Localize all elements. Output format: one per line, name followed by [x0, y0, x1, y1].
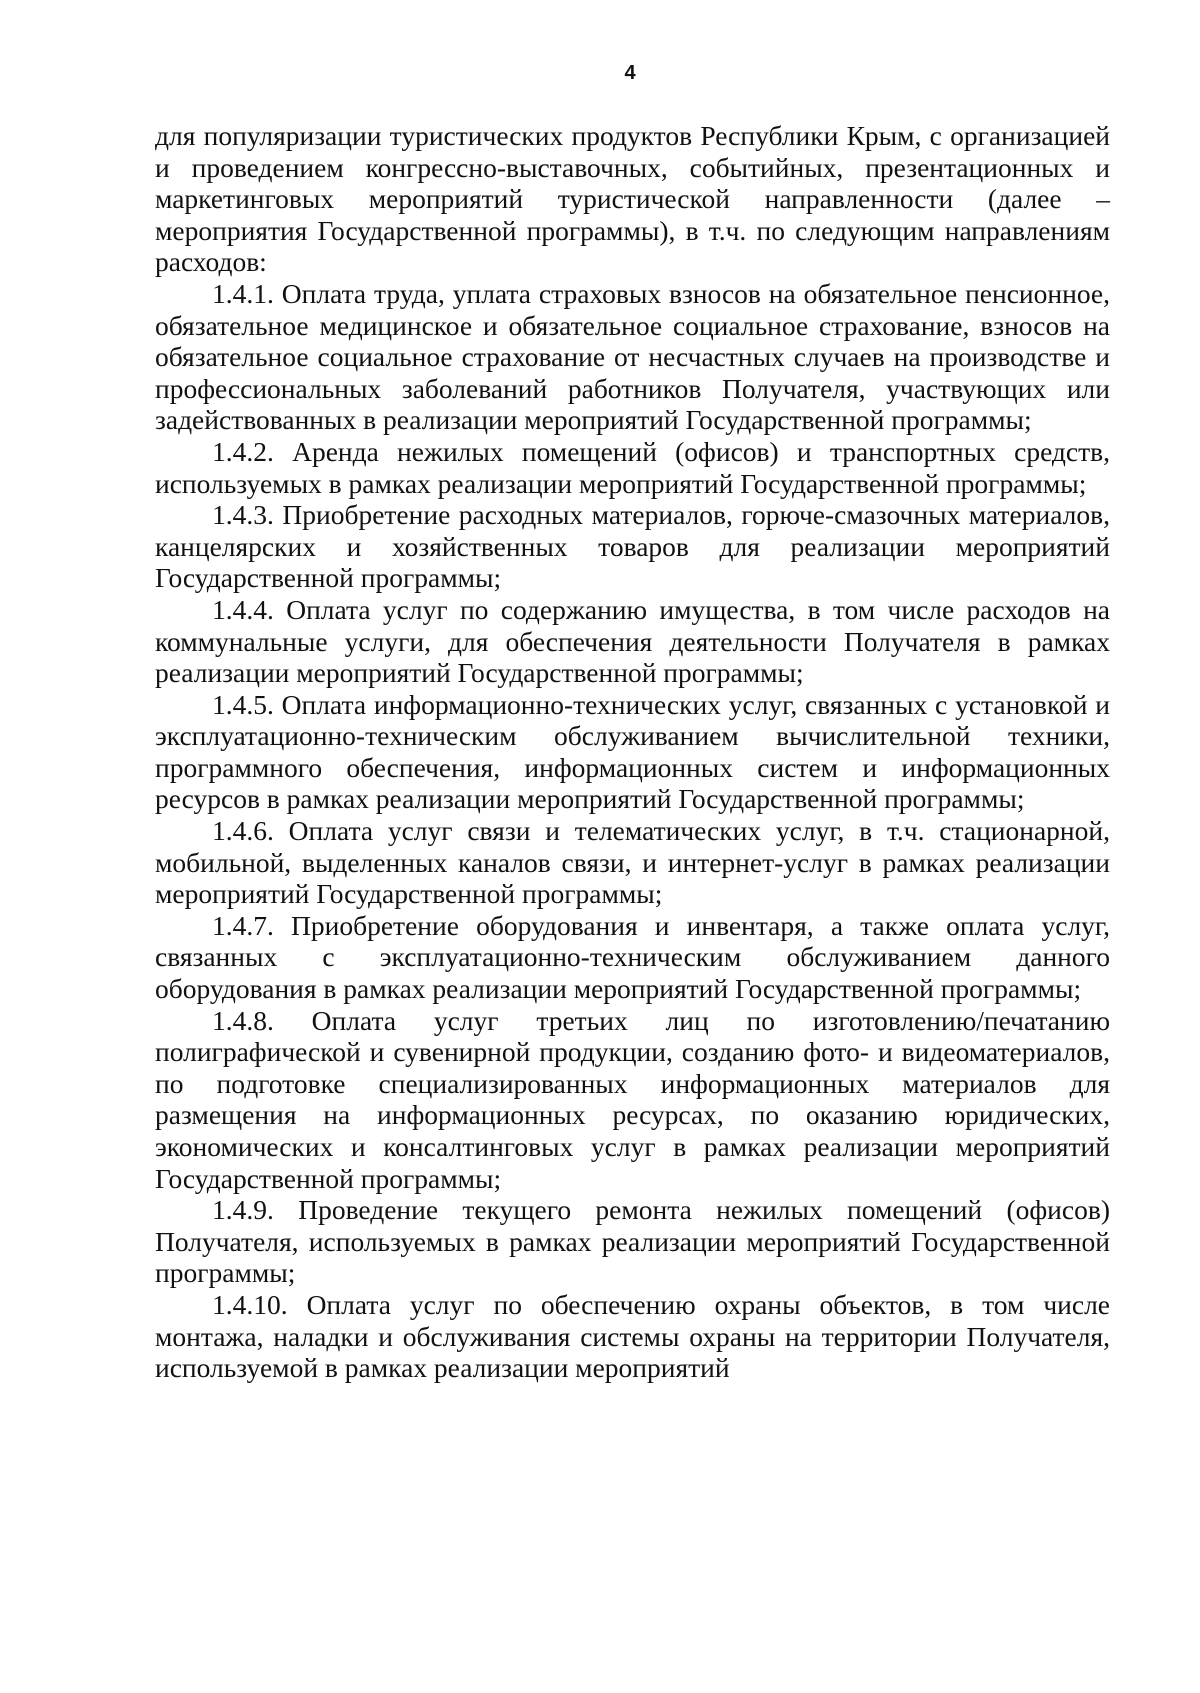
paragraph-1-4-3: 1.4.3. Приобретение расходных материалов, горюче-смазочных материалов, канцелярских и хозяйственных товаров для реализации мероприятий Государственной программы; [155, 499, 1110, 594]
page-number: 4 [624, 62, 636, 84]
paragraph-1-4-1: 1.4.1. Оплата труда, уплата страховых взносов на обязательное пенсионное, обязательное медицинское и обязательное социальное страхование, взносов на обязательное социальное страхование от несчастных случаев на производстве и профессиональных заболеваний работников Получателя, участвующих или задействованных в реализации мероприятий Государственной программы; [155, 277, 1110, 436]
paragraph-1-4-10: 1.4.10. Оплата услуг по обеспечению охраны объектов, в том числе монтажа, наладки и обслуживания системы охраны на территории Получателя, используемой в рамках реализации мероприятий [155, 1288, 1110, 1384]
paragraph-1-4-8: 1.4.8. Оплата услуг третьих лиц по изготовлению/печатанию полиграфической и сувенирной продукции, созданию фото- и видеоматериалов, по подготовке специализированных информационных материалов для размещения на информационных ресурсах, по оказанию юридических, экономических и консалтинговых услуг в рамках реализации мероприятий Государственной программы; [155, 1004, 1110, 1194]
paragraph-1-4-2: 1.4.2. Аренда нежилых помещений (офисов) и транспортных средств, используемых в рамках реализации мероприятий Государственной программы; [155, 435, 1110, 499]
paragraph-intro-continuation: для популяризации туристических продуктов Республики Крым, с организацией и проведением конгрессно-выставочных, событийных, презентационных и маркетинговых мероприятий туристической направленности (далее – мероприятия Государственной программы), в т.ч. по следующим направлениям расходов: [155, 120, 1110, 278]
paragraph-1-4-6: 1.4.6. Оплата услуг связи и телематических услуг, в т.ч. стационарной, мобильной, выделенных каналов связи, и интернет-услуг в рамках реализации мероприятий Государственной программы; [155, 815, 1110, 910]
document-body [155, 120, 1110, 1384]
paragraph-1-4-9: 1.4.9. Проведение текущего ремонта нежилых помещений (офисов) Получателя, используемых в рамках реализации мероприятий Государственной программы; [155, 1194, 1110, 1289]
paragraph-1-4-7: 1.4.7. Приобретение оборудования и инвентаря, а также оплата услуг, связанных с эксплуатационно-техническим обслуживанием данного оборудования в рамках реализации мероприятий Государственной программы; [155, 909, 1110, 1005]
paragraph-1-4-5: 1.4.5. Оплата информационно-технических услуг, связанных с установкой и эксплуатационно-техническим обслуживанием вычислительной техники, программного обеспечения, информационных систем и информационных ресурсов в рамках реализации мероприятий Государственной программы; [155, 688, 1110, 815]
paragraph-1-4-4: 1.4.4. Оплата услуг по содержанию имущества, в том числе расходов на коммунальные услуги, для обеспечения деятельности Получателя в рамках реализации мероприятий Государственной программы; [155, 593, 1110, 689]
